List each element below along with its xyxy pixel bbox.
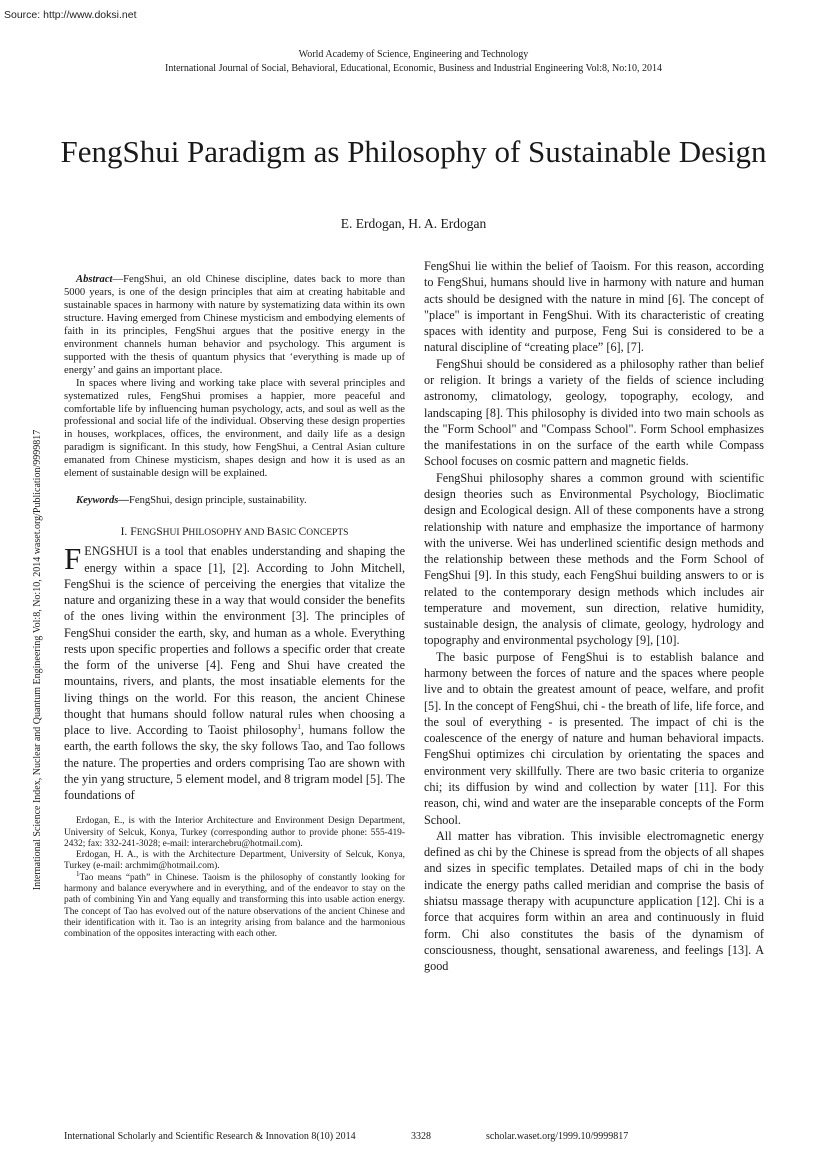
- footnote-marker: 1: [76, 869, 80, 878]
- section-title-part: ENG: [136, 528, 157, 539]
- section-title-part: P: [181, 525, 189, 539]
- body-paragraph: [64, 543, 405, 803]
- footnote-tao: [64, 869, 405, 941]
- keywords-label: Keywords—: [76, 495, 129, 507]
- abstract-label: Abstract: [76, 274, 113, 285]
- abstract-dash: —: [112, 274, 124, 285]
- section-title-part: ONCEPTS: [306, 528, 349, 539]
- abstract-paragraph-2: In spaces where living and working take place with several principles and systematized rules, FengShui promises a happier, more peaceful and comfortable life by influencing human psychology, acts, and soul as well as the professional and social life of the individual. Observing these design properties in houses, workplaces, offices, the environment, and daily life as a design paradigm is significant. In this study, how FengShui, a Central Asian culture emanated from Chinese mysticism, shapes design and how it is used as an element of sustainable design will be explained.: [64, 377, 405, 480]
- section-title-part: C: [298, 525, 307, 539]
- section-heading-1: [64, 525, 405, 538]
- right-body: [424, 258, 764, 974]
- abstract: [64, 274, 405, 481]
- sidebar-citation: International Science Index, Nuclear and Quantum Engineering Vol:8, No:10, 2014 waset.org/Publication/9999817: [32, 429, 43, 891]
- footnote-author-2: Erdogan, H. A., is with the Architecture Department, University of Selcuk, Konya, Turkey (e-mail: archmim@hotmail.com).: [64, 850, 405, 872]
- body-text: ENGSHUI is a tool that enables understanding and shaping the energy within a space [1], [2]. According to John Mitchell, FengShui is the science of perceiving the energies that vitalize the nature and organizing these in a way that would consider the benefits of the ones living within the environment [3]. The principles of FengShui consider the earth, sky, and human as a whole. Everything rests upon specific properties and follows a specific order that create the form of the universe [4]. Feng and Shui have created the mountains, rivers, and plants, the most insatiable elements for the living things on the world. For this reason, the ancient Chinese thought that humans should follow natural rules when choosing a place to live. According to Taoist philosophy: [64, 544, 405, 737]
- keywords: [64, 494, 405, 507]
- abstract-text-1: FengShui, an old Chinese discipline, dates back to more than 5000 years, is one of the design principles that aim at creating habitable and sustainable spaces in harmony with nature by systematizing data within its own structure. Having emerged from Chinese mysticism and embodying elements of faith in its principles, FengShui argues that the positive energy in the environment channels human behavior and psychology. This argument is supported with the thesis of quantum physics that ‘everything is made up of energy’ and gains an important place.: [64, 274, 405, 376]
- paper-authors: E. Erdogan, H. A. Erdogan: [340, 216, 487, 231]
- source-url: Source: http://www.doksi.net: [4, 9, 137, 21]
- section-title-part: ASIC: [274, 528, 299, 539]
- left-column: [64, 274, 405, 941]
- body-paragraph: FengShui philosophy shares a common ground with scientific design theories such as Environmental Psychology, Bioclimatic design and Ecological design. All of these components have a strong relationship with nature and emphasize the importance of harmony with the universe. Wei has underlined scientific design methods and the relationship between these methods and the Form School of FengShui [9]. In this study, each FengShui building answers to or is related to the contemporary design methods which includes air temperature and movement, sun direction, relative humidity, sustainable design, the analysis of climate, geology, hydrology and topography and environmental psychology [9], [10].: [424, 470, 764, 648]
- body-paragraph: The basic purpose of FengShui is to establish balance and harmony between the forces of nature and the spaces where people live and to obtain the greatest amount of peace, welfare, and profit [5]. In the concept of FengShui, chi - the breath of life, life force, and the soul of everything - is presented. The impact of chi is the coalescence of the energy of nature and human behavioral impacts. FengShui optimizes chi circulation by orientating the spaces and environment very skillfully. There are two basic criteria to organize chi; its diffusion by wind and collection by water [11]. For this reason, chi, wind and water are the inseparable concepts of the Form School.: [424, 649, 764, 827]
- footnote-marker: 1: [297, 722, 301, 731]
- footnote-author-1: Erdogan, E., is with the Interior Architecture and Environment Design Department, University of Selcuk, Konya, Turkey (corresponding author to provide phone: 555-419-2432; fax: 332-241-3028; e-mail: interarchebru@hotmail.com).: [64, 816, 405, 849]
- section-title-part: HUI: [162, 528, 182, 539]
- paper-title: FengShui Paradigm as Philosophy of Sustainable Design: [60, 134, 767, 169]
- footnote-text: Tao means “path” in Chinese. Taoism is the philosophy of constantly looking for harmony and balance everywhere and in everything, and of the endeavor to stay on the path of combining Yin and Yang equally and transforming this into usable action energy. The concept of Tao has evolved out of the nature observations of the ancient Chinese and their identification with it. Tao is an integrity arising from balance and the harmonious combination of the opposites interacting with each other.: [64, 872, 405, 940]
- drop-cap: F: [64, 541, 82, 577]
- journal-name: International Journal of Social, Behavioral, Educational, Economic, Business and Industrial Engineering Vol:8, No:10, 2014: [164, 63, 663, 74]
- body-paragraph: FengShui should be considered as a philosophy rather than belief or religion. It brings a variety of the fields of science including astronomy, climatology, geology, topography, ecology, and landscaping [8]. This philosophy is divided into two main schools as the "Form School" and "Compass School". Form School emphasizes the manifestations in on the surface of the earth while Compass School focuses on cosmic pattern and magnetic fields.: [424, 356, 764, 469]
- footer-doi: scholar.waset.org/1999.10/9999817: [486, 1131, 629, 1142]
- left-body: [64, 543, 405, 803]
- body-paragraph: FengShui lie within the belief of Taoism. For this reason, according to FengShui, humans should live in harmony with nature and human acts should be designed with the nature in mind [6]. The concept of "place" is important in FengShui. With its characteristic of creating spaces with identity and purpose, Feng Sui is considered to be a natural discipline of “creating place” [6], [7].: [424, 259, 764, 355]
- page-number: 3328: [411, 1131, 431, 1142]
- abstract-paragraph-1: [64, 274, 405, 378]
- footer-journal: International Scholarly and Scientific Research & Innovation 8(10) 2014: [64, 1131, 356, 1142]
- keywords-text: FengShui, design principle, sustainability.: [128, 495, 307, 507]
- body-paragraph: All matter has vibration. This invisible electromagnetic energy defined as chi by the Chinese is spread from the objects of all shapes and sizes in specific templates. Detailed maps of chi in the body indicate the energy paths called meridian and comprise the basis of shiatsu massage therapy with acupuncture application [12]. Chi is a force that acquires form within an area and continuously in fluid form. Chi also constitutes the basis of the dynamism of consciousness, thought, sensational awareness, and feelings [13]. A good: [424, 828, 764, 974]
- footnotes: [64, 816, 405, 940]
- right-column: [424, 258, 764, 974]
- section-title-part: B: [266, 525, 275, 539]
- section-title-part: F: [130, 525, 137, 539]
- section-title-part: S: [156, 525, 163, 539]
- journal-publisher: World Academy of Science, Engineering and Technology: [298, 49, 529, 60]
- section-title-part: HILOSOPHY AND: [188, 528, 267, 539]
- body-text: , humans follow the earth, the earth follows the sky, the sky follows Tao, and Tao follows the nature. The properties and orders comprising Tao are shown with the yin yang structure, 5 element model, and 8 trigram model [5]. The foundations of: [64, 723, 405, 802]
- section-number: I.: [120, 525, 131, 539]
